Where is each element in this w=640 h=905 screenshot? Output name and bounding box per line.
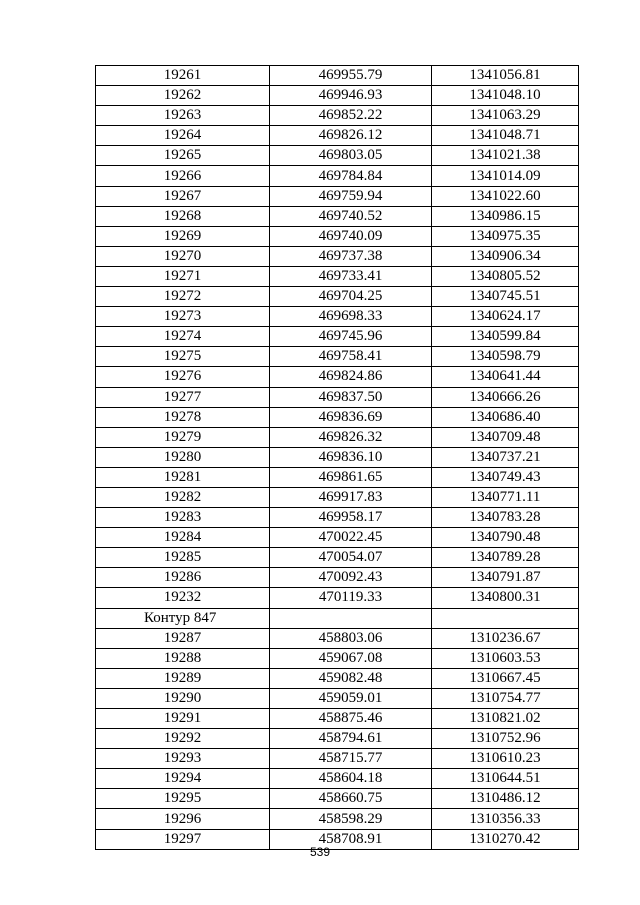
point-number-cell: 19264 [96,126,270,146]
x-coordinate-cell: 469946.93 [270,86,432,106]
y-coordinate-cell: 1341063.29 [432,106,579,126]
point-number-cell: 19284 [96,528,270,548]
point-number-cell: 19294 [96,769,270,789]
point-number-cell: 19274 [96,327,270,347]
y-coordinate-cell: 1340737.21 [432,447,579,467]
y-coordinate-cell: 1340745.51 [432,287,579,307]
x-coordinate-cell: 469803.05 [270,146,432,166]
table-row [96,568,579,588]
y-coordinate-cell: 1340749.43 [432,467,579,487]
table-row [96,367,579,387]
x-coordinate-cell: 469836.69 [270,407,432,427]
table-row [96,588,579,608]
y-coordinate-cell: 1340771.11 [432,487,579,507]
table-row [96,668,579,688]
y-coordinate-cell: 1340986.15 [432,206,579,226]
table-row [96,66,579,86]
section-label: Контур 847 [96,608,270,628]
table-row [96,166,579,186]
table-row [96,427,579,447]
y-coordinate-cell: 1341022.60 [432,186,579,206]
x-coordinate-cell: 458604.18 [270,769,432,789]
point-number-cell: 19278 [96,407,270,427]
x-coordinate-cell: 469733.41 [270,266,432,286]
point-number-cell: 19271 [96,266,270,286]
point-number-cell: 19277 [96,387,270,407]
point-number-cell: 19295 [96,789,270,809]
y-coordinate-cell: 1340709.48 [432,427,579,447]
x-coordinate-cell: 469917.83 [270,487,432,507]
y-coordinate-cell: 1340906.34 [432,246,579,266]
point-number-cell: 19261 [96,66,270,86]
x-coordinate-cell: 469955.79 [270,66,432,86]
point-number-cell: 19267 [96,186,270,206]
x-coordinate-cell: 469836.10 [270,447,432,467]
table-row [96,226,579,246]
table-row [96,146,579,166]
coordinates-table [95,65,579,850]
y-coordinate-cell: 1310754.77 [432,688,579,708]
point-number-cell: 19270 [96,246,270,266]
section-header-row [96,608,579,628]
point-number-cell: 19291 [96,709,270,729]
point-number-cell: 19283 [96,508,270,528]
x-coordinate-cell [270,608,432,628]
x-coordinate-cell: 470092.43 [270,568,432,588]
x-coordinate-cell: 459082.48 [270,668,432,688]
table-row [96,729,579,749]
y-coordinate-cell: 1341021.38 [432,146,579,166]
x-coordinate-cell: 470022.45 [270,528,432,548]
x-coordinate-cell: 469758.41 [270,347,432,367]
y-coordinate-cell: 1340800.31 [432,588,579,608]
y-coordinate-cell: 1340641.44 [432,367,579,387]
x-coordinate-cell: 469745.96 [270,327,432,347]
point-number-cell: 19268 [96,206,270,226]
x-coordinate-cell: 458598.29 [270,809,432,829]
table-row [96,749,579,769]
table-row [96,327,579,347]
y-coordinate-cell: 1310236.67 [432,628,579,648]
y-coordinate-cell: 1340686.40 [432,407,579,427]
y-coordinate-cell: 1310356.33 [432,809,579,829]
y-coordinate-cell: 1340791.87 [432,568,579,588]
table-row [96,407,579,427]
x-coordinate-cell: 469861.65 [270,467,432,487]
x-coordinate-cell: 458803.06 [270,628,432,648]
x-coordinate-cell: 469704.25 [270,287,432,307]
table-row [96,648,579,668]
table-row [96,628,579,648]
table-row [96,307,579,327]
table-row [96,548,579,568]
table-row [96,809,579,829]
point-number-cell: 19265 [96,146,270,166]
table-row [96,246,579,266]
y-coordinate-cell: 1310270.42 [432,829,579,849]
y-coordinate-cell: 1310644.51 [432,769,579,789]
x-coordinate-cell: 458660.75 [270,789,432,809]
table-row [96,266,579,286]
y-coordinate-cell [432,608,579,628]
x-coordinate-cell: 469826.32 [270,427,432,447]
table-row [96,688,579,708]
x-coordinate-cell: 458794.61 [270,729,432,749]
y-coordinate-cell: 1341048.10 [432,86,579,106]
y-coordinate-cell: 1310821.02 [432,709,579,729]
point-number-cell: 19285 [96,548,270,568]
x-coordinate-cell: 469740.09 [270,226,432,246]
y-coordinate-cell: 1310486.12 [432,789,579,809]
x-coordinate-cell: 469958.17 [270,508,432,528]
point-number-cell: 19232 [96,588,270,608]
x-coordinate-cell: 469759.94 [270,186,432,206]
point-number-cell: 19280 [96,447,270,467]
table-row [96,487,579,507]
x-coordinate-cell: 469737.38 [270,246,432,266]
y-coordinate-cell: 1340666.26 [432,387,579,407]
point-number-cell: 19289 [96,668,270,688]
y-coordinate-cell: 1341056.81 [432,66,579,86]
point-number-cell: 19293 [96,749,270,769]
point-number-cell: 19266 [96,166,270,186]
point-number-cell: 19263 [96,106,270,126]
point-number-cell: 19296 [96,809,270,829]
x-coordinate-cell: 469740.52 [270,206,432,226]
y-coordinate-cell: 1341048.71 [432,126,579,146]
table-row [96,709,579,729]
point-number-cell: 19282 [96,487,270,507]
x-coordinate-cell: 469826.12 [270,126,432,146]
point-number-cell: 19292 [96,729,270,749]
point-number-cell: 19290 [96,688,270,708]
point-number-cell: 19273 [96,307,270,327]
y-coordinate-cell: 1310603.53 [432,648,579,668]
table-row [96,206,579,226]
point-number-cell: 19272 [96,287,270,307]
x-coordinate-cell: 469852.22 [270,106,432,126]
table-row [96,528,579,548]
point-number-cell: 19276 [96,367,270,387]
x-coordinate-cell: 459059.01 [270,688,432,708]
y-coordinate-cell: 1340789.28 [432,548,579,568]
point-number-cell: 19262 [96,86,270,106]
x-coordinate-cell: 458708.91 [270,829,432,849]
x-coordinate-cell: 469698.33 [270,307,432,327]
y-coordinate-cell: 1340975.35 [432,226,579,246]
y-coordinate-cell: 1340624.17 [432,307,579,327]
y-coordinate-cell: 1340805.52 [432,266,579,286]
x-coordinate-cell: 470054.07 [270,548,432,568]
x-coordinate-cell: 469824.86 [270,367,432,387]
table-row [96,86,579,106]
y-coordinate-cell: 1340598.79 [432,347,579,367]
y-coordinate-cell: 1310610.23 [432,749,579,769]
x-coordinate-cell: 469837.50 [270,387,432,407]
table-row [96,106,579,126]
point-number-cell: 19286 [96,568,270,588]
y-coordinate-cell: 1310667.45 [432,668,579,688]
point-number-cell: 19269 [96,226,270,246]
table-body [96,66,579,850]
table-row [96,387,579,407]
table-row [96,508,579,528]
y-coordinate-cell: 1341014.09 [432,166,579,186]
x-coordinate-cell: 469784.84 [270,166,432,186]
table-row [96,186,579,206]
x-coordinate-cell: 458875.46 [270,709,432,729]
y-coordinate-cell: 1340790.48 [432,528,579,548]
table-row [96,789,579,809]
point-number-cell: 19288 [96,648,270,668]
table-row [96,287,579,307]
y-coordinate-cell: 1340783.28 [432,508,579,528]
point-number-cell: 19281 [96,467,270,487]
point-number-cell: 19297 [96,829,270,849]
point-number-cell: 19287 [96,628,270,648]
point-number-cell: 19279 [96,427,270,447]
table-row [96,447,579,467]
table-row [96,769,579,789]
y-coordinate-cell: 1340599.84 [432,327,579,347]
table-row [96,347,579,367]
x-coordinate-cell: 459067.08 [270,648,432,668]
y-coordinate-cell: 1310752.96 [432,729,579,749]
x-coordinate-cell: 458715.77 [270,749,432,769]
x-coordinate-cell: 470119.33 [270,588,432,608]
table-row [96,126,579,146]
table-row [96,467,579,487]
point-number-cell: 19275 [96,347,270,367]
page-number: 539 [309,845,331,859]
